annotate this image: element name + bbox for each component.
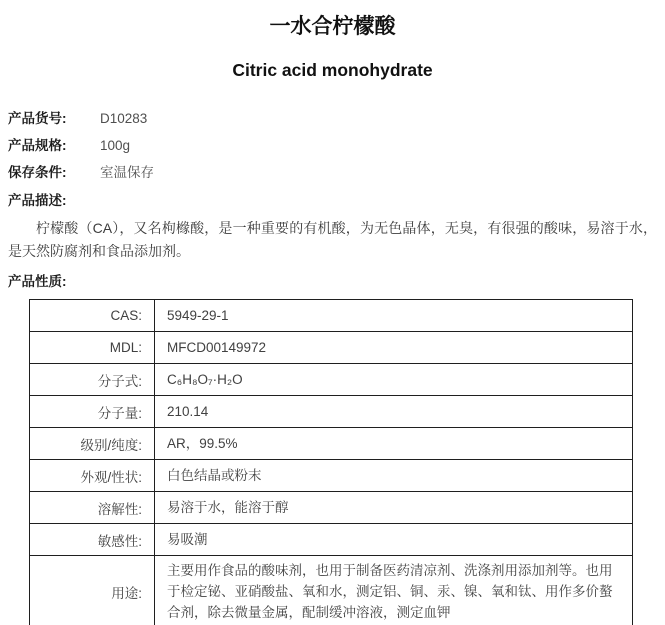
storage-condition-label: 保存条件: — [8, 165, 67, 180]
table-row-uses — [30, 556, 633, 625]
property-value: 易吸潮 — [155, 524, 633, 556]
property-label: 分子量: — [30, 396, 155, 428]
property-value: 210.14 — [155, 396, 633, 428]
page-title-zh: 一水合柠檬酸 — [269, 15, 396, 38]
property-label: MDL: — [30, 332, 155, 364]
property-value: 白色结晶或粉末 — [155, 460, 633, 492]
property-label: 敏感性: — [30, 524, 155, 556]
info-row-product-spec — [8, 137, 657, 164]
table-row-sensitivity — [30, 524, 633, 556]
property-value: 5949-29-1 — [155, 300, 633, 332]
table-row-molecular-formula — [30, 364, 633, 396]
property-value: MFCD00149972 — [155, 332, 633, 364]
description-text: 柠檬酸（CA），又名枸橼酸，是一种重要的有机酸，为无色晶体，无臭，有很强的酸味，易溶于水，是天然防腐剂和食品添加剂。 — [8, 220, 657, 259]
product-spec-label: 产品规格: — [8, 138, 67, 153]
property-value: 主要用作食品的酸味剂，也用于制备医药清凉剂、洗涤剂用添加剂等。也用于检定铋、亚硝酸盐、氧和水，测定铝、铜、汞、镍、氧和钛、用作多价螯合剂，除去微量金属，配制缓冲溶液，测定血钾 — [155, 556, 633, 625]
property-label: 外观/性状: — [30, 460, 155, 492]
properties-table — [29, 299, 633, 625]
table-row-grade-purity — [30, 428, 633, 460]
table-row-molecular-weight — [30, 396, 633, 428]
table-row-solubility — [30, 492, 633, 524]
storage-condition-value: 室温保存 — [100, 165, 154, 180]
info-row-storage-condition — [8, 164, 657, 191]
property-value: AR，99.5% — [155, 428, 633, 460]
properties-section-label: 产品性质: — [8, 274, 67, 289]
description-section-label: 产品描述: — [8, 193, 67, 208]
page-title-en: Citric acid monohydrate — [232, 60, 433, 80]
property-label: 级别/纯度: — [30, 428, 155, 460]
property-label: 溶解性: — [30, 492, 155, 524]
info-row-product-number — [8, 110, 657, 137]
table-row-mdl — [30, 332, 633, 364]
property-label: CAS: — [30, 300, 155, 332]
product-number-value: D10283 — [100, 111, 148, 126]
product-number-label: 产品货号: — [8, 111, 67, 126]
property-value: C₆H₈O₇·H₂O — [155, 364, 633, 396]
table-row-appearance — [30, 460, 633, 492]
product-spec-value: 100g — [100, 138, 131, 153]
property-label: 分子式: — [30, 364, 155, 396]
table-row-cas — [30, 300, 633, 332]
property-label: 用途: — [30, 556, 155, 625]
property-value: 易溶于水，能溶于醇 — [155, 492, 633, 524]
product-info-block — [8, 110, 657, 191]
